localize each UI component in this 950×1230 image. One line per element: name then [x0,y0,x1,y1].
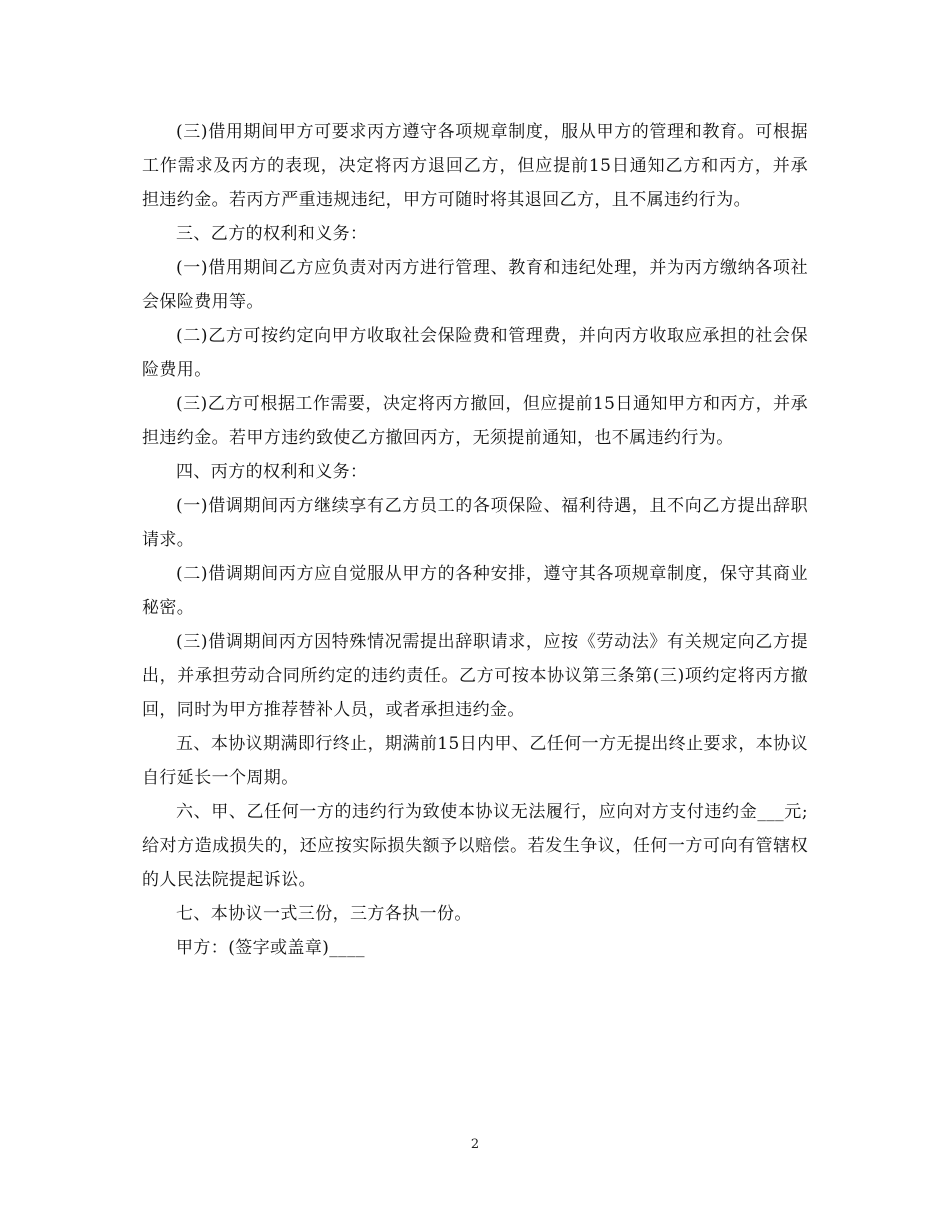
paragraph-clause-4-2: (二)借调期间丙方应自觉服从甲方的各种安排，遵守其各项规章制度，保守其商业秘密。 [142,564,808,618]
document-body [142,115,808,965]
paragraph-clause-3-1: (一)借用期间乙方应负责对丙方进行管理、教育和违纪处理，并为丙方缴纳各项社会保险费用等。 [142,258,808,312]
paragraph-clause-3-3: (三)乙方可根据工作需要，决定将丙方撤回，但应提前15日通知甲方和丙方，并承担违约金。若甲方违约致使乙方撤回丙方，无须提前通知，也不属违约行为。 [142,394,808,448]
paragraph-clause-7: 七、本协议一式三份，三方各执一份。 [176,904,472,924]
section-heading-party-c: 四、丙方的权利和义务： [176,462,368,482]
paragraph-clause-2-3: (三)借用期间甲方可要求丙方遵守各项规章制度，服从甲方的管理和教育。可根据工作需求及丙方的表现，决定将丙方退回乙方，但应提前15日通知乙方和丙方，并承担违约金。若丙方严重违规违纪，甲方可随时将其退回乙方，且不属违约行为。 [142,122,808,210]
paragraph-clause-4-1: (一)借调期间丙方继续享有乙方员工的各项保险、福利待遇，且不向乙方提出辞职请求。 [142,496,808,550]
signature-line-party-a: 甲方：(签字或盖章)____ [176,938,365,958]
paragraph-clause-3-2: (二)乙方可按约定向甲方收取社会保险费和管理费，并向丙方收取应承担的社会保险费用。 [142,326,808,380]
paragraph-clause-5: 五、本协议期满即行终止，期满前15日内甲、乙任何一方无提出终止要求，本协议自行延长一个周期。 [142,734,808,788]
paragraph-clause-4-3: (三)借调期间丙方因特殊情况需提出辞职请求，应按《劳动法》有关规定向乙方提出，并承担劳动合同所约定的违约责任。乙方可按本协议第三条第(三)项约定将丙方撤回，同时为甲方推荐替补人员，或者承担违约金。 [142,632,808,720]
page-number: 2 [470,1137,480,1152]
section-heading-party-b: 三、乙方的权利和义务： [176,224,368,244]
paragraph-clause-6: 六、甲、乙任何一方的违约行为致使本协议无法履行，应向对方支付违约金___元;给对方造成损失的，还应按实际损失额予以赔偿。若发生争议，任何一方可向有管辖权的人民法院提起诉讼。 [142,802,808,890]
